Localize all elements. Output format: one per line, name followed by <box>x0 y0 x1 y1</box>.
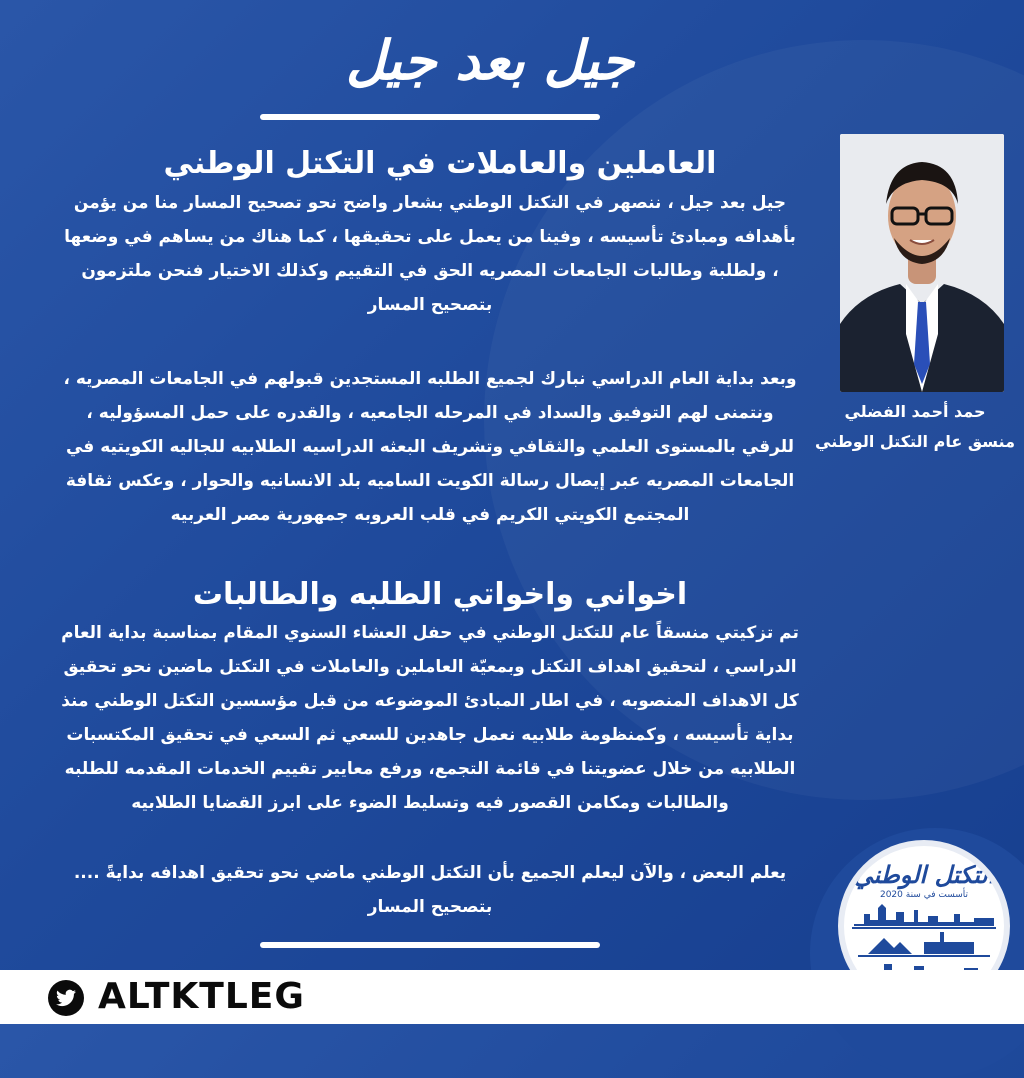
logo-subtitle: تأسست في سنة 2020 <box>879 890 969 900</box>
section2-paragraph1: تم تزكيتي منسقاً عام للتكتل الوطني في حفل العشاء السنوي المقام بمناسبة بداية العام الدراسي ، لتحقيق اهداف التكتل وبمعيّة العاملين والعاملات في التكتل ماضين نحو تحقيق كل الاهداف المنصوبه ، في اطار المبادئ الموضوعه من قبل مؤسسين التكتل الوطني منذ بداية تأسيسه ، وكمنظومة طلابيه نعمل جاهدين للسعي ثم السعي في تحقيق المكتسبات الطلابيه من خلال عضويتنا في قائمة التجمع، ورفع معايير تقييم الخدمات المقدمه للطلبه والطالبات ومكامن القصور فيه وتسليط الضوء على ابرز القضايا الطلابيه <box>61 623 799 813</box>
person-name: حمد أحمد الفضلي <box>844 402 986 421</box>
bottom-divider <box>260 942 600 948</box>
logo-title: التكتل الوطني <box>853 860 995 889</box>
section2-heading: اخواني واخواتي الطلبه والطالبات <box>192 577 688 612</box>
section1-paragraph2: وبعد بداية العام الدراسي نبارك لجميع الطلبه المستجدين قبولهم في الجامعات المصريه ، ونتمنى لهم التوفيق والسداد في المرحله الجامعيه ، والقدره على حمل المسؤوليه ، للرقي بالمستوى العلمي والثقافي وتشريف البعثه الدراسيه الطلابيه للجاليه الكويتيه في الجامعات المصريه عبر إيصال رسالة الكويت الساميه بلد الانسانيه والحوار ، وعكس ثقافة المجتمع الكويتي الكريم في قلب العروبه جمهورية مصر العربيه <box>63 369 797 525</box>
page-title: جيل بعد جيل <box>345 28 635 92</box>
section2-paragraph2: يعلم البعض ، والآن ليعلم الجميع بأن التكتل الوطني ماضي نحو تحقيق اهدافه بدايةً .... بتصحيح المسار <box>73 863 787 917</box>
section1-heading: العاملين والعاملات في التكتل الوطني <box>163 146 717 181</box>
title-divider <box>260 114 600 120</box>
person-portrait-icon <box>840 134 1004 392</box>
person-role: منسق عام التكتل الوطني <box>815 432 1015 451</box>
person-photo <box>840 134 1004 392</box>
twitter-icon[interactable] <box>48 980 84 1016</box>
twitter-handle[interactable]: ALTKTLEG <box>98 976 305 1017</box>
section1-paragraph1: جيل بعد جيل ، ننصهر في التكتل الوطني بشعار واضح نحو تصحيح المسار منا من يؤمن بأهدافه ومبادئ تأسيسه ، وفينا من يعمل على تحقيقها ، كما هناك من يساهم في وضعها ، ولطلبة وطالبات الجامعات المصريه الحق في التقييم وكذلك الاختيار فنحن ملتزمون بتصحيح المسار <box>64 193 796 315</box>
